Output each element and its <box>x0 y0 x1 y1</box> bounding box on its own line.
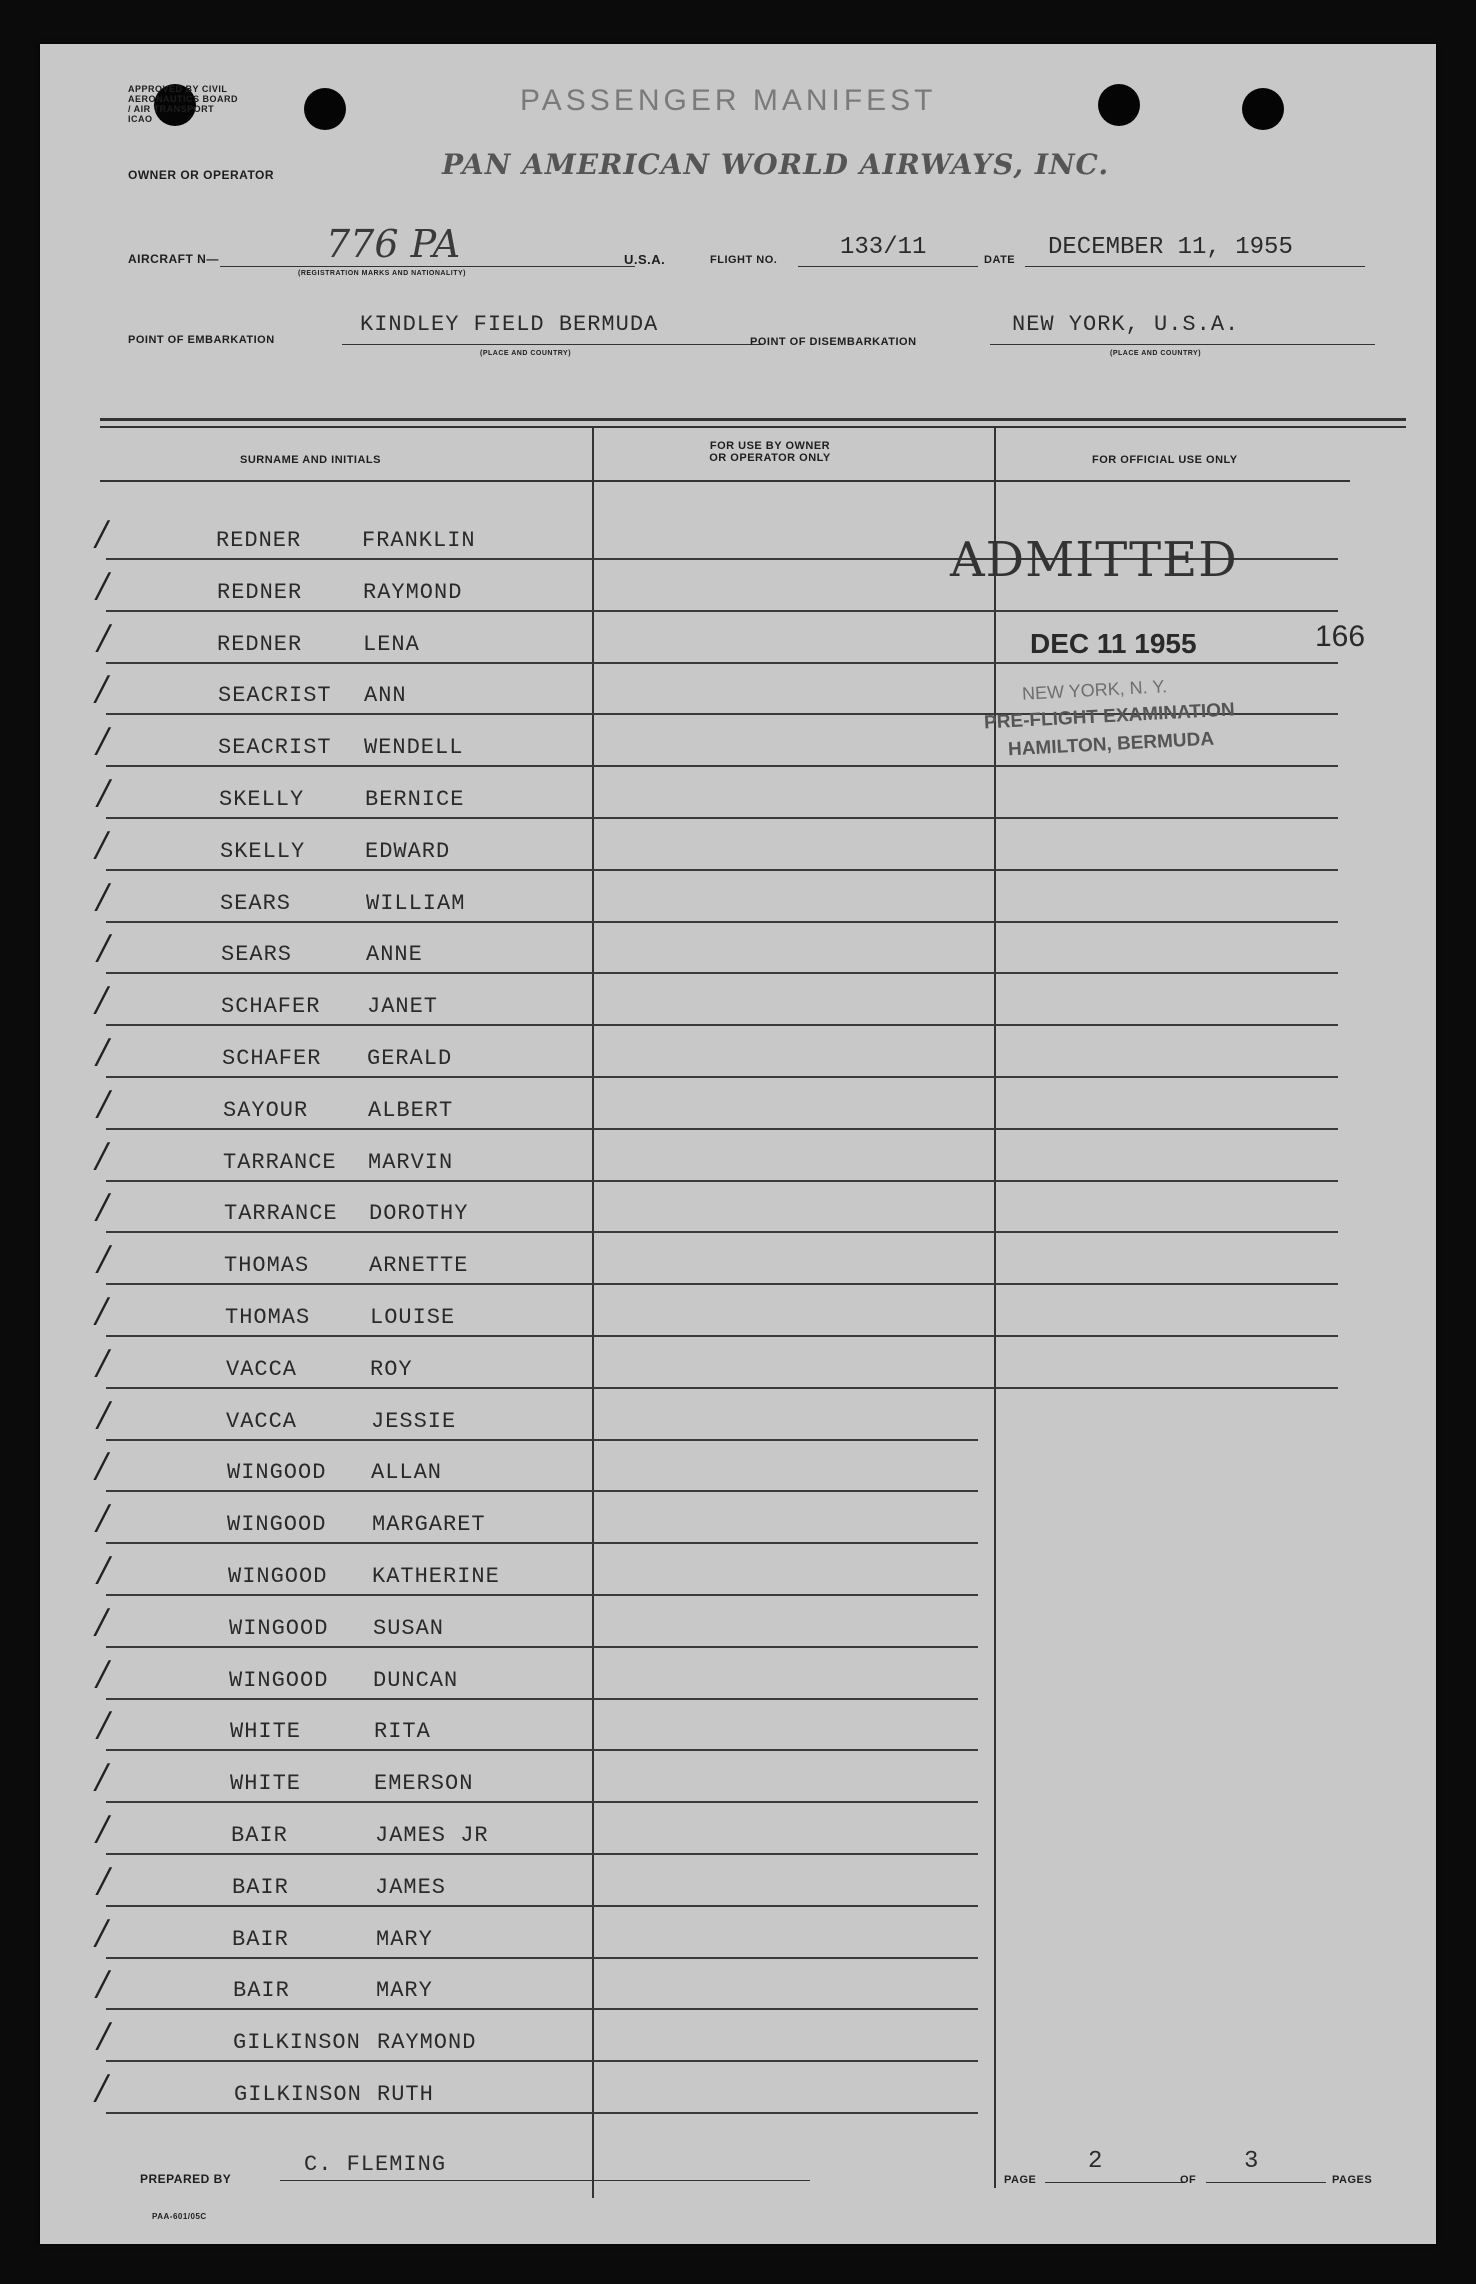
passenger-given-name: MARY <box>376 1978 433 2003</box>
passenger-surname: VACCA <box>226 1357 298 1382</box>
check-mark: / <box>96 1136 108 1176</box>
column-surname-header: SURNAME AND INITIALS <box>240 454 381 466</box>
admitted-stamp: ADMITTED <box>950 532 1238 588</box>
row-rule <box>106 1698 638 1700</box>
check-mark: / <box>97 1654 109 1694</box>
row-rule <box>618 2008 978 2010</box>
check-mark: / <box>98 1395 110 1435</box>
passenger-surname: WHITE <box>230 1719 302 1744</box>
passenger-surname: SEACRIST <box>218 683 332 708</box>
row-rule <box>618 1024 1338 1026</box>
row-rule <box>106 2060 638 2062</box>
row-rule <box>106 610 638 612</box>
row-rule <box>106 1646 638 1648</box>
aircraft-value: 776 PA <box>326 222 461 266</box>
passenger-surname: TARRANCE <box>223 1150 337 1175</box>
passenger-surname: GILKINSON <box>234 2082 362 2107</box>
row-rule <box>106 1905 638 1907</box>
passenger-surname: WINGOOD <box>227 1460 327 1485</box>
check-mark: / <box>97 877 109 917</box>
row-rule <box>618 972 1338 974</box>
prepared-value: C. FLEMING <box>304 2152 447 2177</box>
check-mark: / <box>96 669 108 709</box>
row-rule <box>106 1283 638 1285</box>
check-mark: / <box>97 1187 109 1227</box>
row-rule <box>618 1076 1338 1078</box>
check-mark: / <box>98 1239 110 1279</box>
row-rule <box>618 1335 1338 1337</box>
check-mark: / <box>96 1757 108 1797</box>
passenger-given-name: RITA <box>374 1719 431 1744</box>
check-mark: / <box>98 773 110 813</box>
flight-label: FLIGHT NO. <box>710 254 778 266</box>
row-rule <box>106 972 638 974</box>
check-mark: / <box>98 1084 110 1124</box>
passenger-surname: SCHAFER <box>222 1046 322 1071</box>
check-mark: / <box>96 2068 108 2108</box>
row-rule <box>106 869 638 871</box>
prepared-label: PREPARED BY <box>140 2172 232 2186</box>
passenger-surname: WINGOOD <box>229 1616 329 1641</box>
date-value: DECEMBER 11, 1955 <box>1048 234 1293 261</box>
passenger-given-name: ALLAN <box>371 1460 443 1485</box>
passenger-given-name: JAMES <box>375 1875 447 1900</box>
stamp-line1: NEW YORK, N. Y. <box>1021 676 1168 704</box>
embark-value: KINDLEY FIELD BERMUDA <box>360 312 659 337</box>
row-rule <box>106 662 638 664</box>
form-title: PASSENGER MANIFEST <box>520 84 937 117</box>
usa-label: U.S.A. <box>624 252 666 267</box>
passenger-given-name: MARY <box>376 1927 433 1952</box>
passenger-given-name: LENA <box>363 632 420 657</box>
row-rule <box>618 1283 1338 1285</box>
row-rule <box>106 1076 638 1078</box>
row-rule <box>618 662 1338 664</box>
stamp-date: DEC 11 1955 <box>1030 628 1197 659</box>
passenger-given-name: LOUISE <box>370 1305 456 1330</box>
passenger-given-name: DUNCAN <box>373 1668 459 1693</box>
flight-value: 133/11 <box>840 234 927 261</box>
passenger-given-name: ANNE <box>366 942 423 967</box>
passenger-surname: SEARS <box>221 942 293 967</box>
embark-sublabel: (PLACE AND COUNTRY) <box>480 350 572 357</box>
passenger-surname: VACCA <box>226 1409 298 1434</box>
row-rule <box>618 1594 978 1596</box>
passenger-given-name: WILLIAM <box>366 891 466 916</box>
check-mark: / <box>96 1602 108 1642</box>
passenger-surname: BAIR <box>231 1823 288 1848</box>
passenger-given-name: ROY <box>370 1357 413 1382</box>
check-mark: / <box>97 1964 109 2004</box>
passenger-surname: SEACRIST <box>218 735 332 760</box>
passenger-given-name: SUSAN <box>373 1616 445 1641</box>
check-mark: / <box>98 1861 110 1901</box>
row-rule <box>618 1490 978 1492</box>
passenger-given-name: JANET <box>367 994 439 1019</box>
row-rule <box>618 1128 1338 1130</box>
row-rule <box>106 1128 638 1130</box>
aircraft-label: AIRCRAFT N— <box>128 252 219 266</box>
passenger-given-name: JESSIE <box>371 1409 457 1434</box>
column-official-header: FOR OFFICIAL USE ONLY <box>1092 454 1238 466</box>
passenger-surname: REDNER <box>217 580 303 605</box>
passenger-surname: THOMAS <box>225 1305 311 1330</box>
row-rule <box>106 2008 638 2010</box>
pages-label: PAGES <box>1332 2174 1373 2186</box>
punch-hole <box>1098 84 1140 126</box>
row-rule <box>106 1490 638 1492</box>
punch-hole <box>304 88 346 130</box>
row-rule <box>618 1905 978 1907</box>
date-label: DATE <box>984 254 1016 266</box>
check-mark: / <box>97 1809 109 1849</box>
stamp-line3: HAMILTON, BERMUDA <box>1007 728 1215 761</box>
passenger-surname: BAIR <box>233 1978 290 2003</box>
row-rule <box>106 1853 638 1855</box>
row-rule <box>106 921 638 923</box>
embark-label: POINT OF EMBARKATION <box>128 334 275 346</box>
row-rule <box>618 1853 978 1855</box>
row-rule <box>106 558 638 560</box>
check-mark: / <box>98 1705 110 1745</box>
passenger-surname: BAIR <box>232 1927 289 1952</box>
check-mark: / <box>97 721 109 761</box>
row-rule <box>618 1749 978 1751</box>
passenger-surname: SAYOUR <box>223 1098 309 1123</box>
passenger-given-name: RAYMOND <box>363 580 463 605</box>
of-value: 3 <box>1244 2148 1259 2175</box>
row-rule <box>618 1646 978 1648</box>
passenger-surname: WINGOOD <box>229 1668 329 1693</box>
check-mark: / <box>96 514 108 554</box>
passenger-given-name: EDWARD <box>365 839 451 864</box>
page-label: PAGE <box>1004 2174 1037 2186</box>
stamp-line2: PRE-FLIGHT EXAMINATION <box>983 699 1236 734</box>
check-mark: / <box>97 1498 109 1538</box>
of-label: OF <box>1180 2174 1197 2186</box>
passenger-given-name: ALBERT <box>368 1098 454 1123</box>
row-rule <box>618 921 1338 923</box>
check-mark: / <box>98 928 110 968</box>
row-rule <box>106 713 638 715</box>
passenger-given-name: ANN <box>364 683 407 708</box>
row-rule <box>618 869 1338 871</box>
passenger-given-name: RAYMOND <box>377 2030 477 2055</box>
row-rule <box>106 817 638 819</box>
aircraft-sublabel: (REGISTRATION MARKS AND NATIONALITY) <box>298 270 466 277</box>
row-rule <box>618 1957 978 1959</box>
row-rule <box>618 1698 978 1700</box>
row-rule <box>618 2112 978 2114</box>
row-rule <box>106 765 638 767</box>
passenger-given-name: FRANKLIN <box>362 528 476 553</box>
stamp-number: 166 <box>1315 620 1366 653</box>
passenger-surname: REDNER <box>216 528 302 553</box>
check-mark: / <box>96 1446 108 1486</box>
approval-note: APPROVED BY CIVIL AERONAUTICS BOARD / AIR TRANSPORT ICAO <box>128 84 239 124</box>
row-rule <box>618 2060 978 2062</box>
disembark-sublabel: (PLACE AND COUNTRY) <box>1110 350 1202 357</box>
row-rule <box>106 1749 638 1751</box>
row-rule <box>106 1542 638 1544</box>
row-rule <box>618 1180 1338 1182</box>
owner-value: PAN AMERICAN WORLD AIRWAYS, INC. <box>442 148 1110 181</box>
row-rule <box>106 1957 638 1959</box>
check-mark: / <box>97 566 109 606</box>
disembark-label: POINT OF DISEMBARKATION <box>750 336 917 348</box>
passenger-surname: WHITE <box>230 1771 302 1796</box>
row-rule <box>618 1231 1338 1233</box>
check-mark: / <box>97 1343 109 1383</box>
passenger-surname: BAIR <box>232 1875 289 1900</box>
passenger-given-name: KATHERINE <box>372 1564 500 1589</box>
check-mark: / <box>96 1291 108 1331</box>
manifest-sheet <box>40 44 1436 2244</box>
row-rule <box>106 1439 638 1441</box>
disembark-value: NEW YORK, U.S.A. <box>1012 312 1240 337</box>
passenger-given-name: RUTH <box>377 2082 434 2107</box>
row-rule <box>106 2112 638 2114</box>
check-mark: / <box>98 1550 110 1590</box>
passenger-given-name: ARNETTE <box>369 1253 469 1278</box>
row-rule <box>618 1542 978 1544</box>
passenger-given-name: BERNICE <box>365 787 465 812</box>
passenger-given-name: EMERSON <box>374 1771 474 1796</box>
row-rule <box>618 1387 1338 1389</box>
row-rule <box>618 1439 978 1441</box>
row-rule <box>618 610 1338 612</box>
row-rule <box>106 1024 638 1026</box>
row-rule <box>618 765 1338 767</box>
passenger-given-name: WENDELL <box>364 735 464 760</box>
passenger-given-name: MARGARET <box>372 1512 486 1537</box>
passenger-surname: SKELLY <box>220 839 306 864</box>
passenger-surname: GILKINSON <box>233 2030 361 2055</box>
row-rule <box>618 817 1338 819</box>
passenger-surname: TARRANCE <box>224 1201 338 1226</box>
form-code: PAA-601/05C <box>152 2212 207 2221</box>
check-mark: / <box>96 825 108 865</box>
passenger-given-name: JAMES JR <box>375 1823 489 1848</box>
row-rule <box>106 1594 638 1596</box>
row-rule <box>106 1231 638 1233</box>
punch-hole <box>1242 88 1284 130</box>
row-rule <box>106 1180 638 1182</box>
row-rule <box>106 1801 638 1803</box>
check-mark: / <box>96 980 108 1020</box>
passenger-surname: SCHAFER <box>221 994 321 1019</box>
passenger-given-name: MARVIN <box>368 1150 454 1175</box>
check-mark: / <box>96 1913 108 1953</box>
row-rule <box>106 1335 638 1337</box>
row-rule <box>618 1801 978 1803</box>
passenger-surname: THOMAS <box>224 1253 310 1278</box>
passenger-surname: WINGOOD <box>228 1564 328 1589</box>
owner-label: OWNER OR OPERATOR <box>128 168 275 182</box>
passenger-surname: SKELLY <box>219 787 305 812</box>
check-mark: / <box>98 618 110 658</box>
check-mark: / <box>97 1032 109 1072</box>
passenger-surname: WINGOOD <box>227 1512 327 1537</box>
passenger-given-name: GERALD <box>367 1046 453 1071</box>
column-owner-header: FOR USE BY OWNER OR OPERATOR ONLY <box>709 440 831 464</box>
passenger-given-name: DOROTHY <box>369 1201 469 1226</box>
row-rule <box>106 1387 638 1389</box>
passenger-surname: SEARS <box>220 891 292 916</box>
page-value: 2 <box>1088 2148 1103 2175</box>
check-mark: / <box>98 2016 110 2056</box>
passenger-surname: REDNER <box>217 632 303 657</box>
